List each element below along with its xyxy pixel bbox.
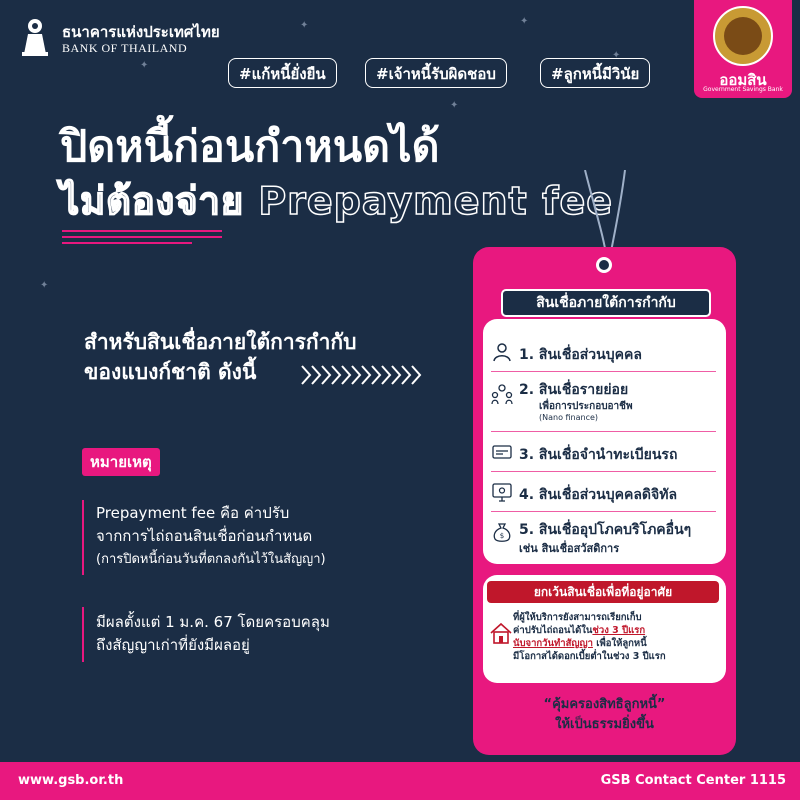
- bank-of-thailand-logo: [18, 16, 52, 56]
- slogan-line-2: ให้เป็นธรรมยิ่งขึ้น: [555, 717, 654, 732]
- note-2-line-1: มีผลตั้งแต่ 1 ม.ค. 67 โดยครอบคลุม: [96, 613, 330, 631]
- gsb-name-thai: ออมสิน: [719, 71, 767, 89]
- list-item: [483, 515, 726, 561]
- exception-highlight-contract-date: นับจากวันทำสัญญา: [513, 638, 593, 649]
- exception-line-2a: ค่าปรับไถ่ถอนได้ใน: [513, 625, 593, 636]
- loan-item-title: 2. สินเชื่อรายย่อย: [519, 382, 629, 398]
- note-label: หมายเหตุ: [82, 448, 160, 476]
- note-item-1: [96, 502, 396, 571]
- exception-text: [513, 611, 723, 663]
- list-item: [483, 335, 726, 371]
- loan-item-title: 3. สินเชื่อจำนำทะเบียนรถ: [519, 447, 678, 463]
- exception-line-2: [513, 624, 723, 637]
- note-item-2: [96, 611, 396, 657]
- loan-item-subtitle: เช่น สินเชื่อสวัสดิการ: [519, 542, 620, 555]
- loan-item-title: 4. สินเชื่อส่วนบุคคลดิจิทัล: [519, 487, 678, 503]
- exception-line-3b: เพื่อให้ลูกหนี้: [592, 638, 647, 649]
- intro-line-2: ของแบงก์ชาติ ดังนี้: [84, 360, 257, 384]
- loan-item-title: 5. สินเชื่ออุปโภคบริโภคอื่นๆ: [519, 522, 692, 538]
- sparkle-icon: ✦: [140, 60, 149, 71]
- hashtag-debt-solution: #แก้หนี้ยั่งยืน: [228, 58, 337, 88]
- money-bag-icon: [491, 521, 513, 543]
- list-item: [483, 435, 726, 471]
- headline-line-2: ไม่ต้องจ่าย Prepayment fee: [60, 179, 614, 223]
- loan-item-subtitle: เพื่อการประกอบอาชีพ: [539, 401, 633, 412]
- list-item: [483, 375, 726, 431]
- slogan-line-1: “คุ้มครองสิทธิลูกหนี้”: [543, 697, 666, 712]
- note-1-line-3: (การปิดหนี้ก่อนวันที่ตกลงกันไว้ในสัญญา): [96, 552, 326, 567]
- decorative-line: [62, 242, 192, 244]
- decorative-line: [62, 236, 222, 238]
- exception-header: ยกเว้นสินเชื่อเพื่อที่อยู่อาศัย: [487, 581, 719, 603]
- sparkle-icon: ✦: [300, 20, 309, 31]
- loan-item-note: (Nano finance): [539, 413, 599, 422]
- exception-line-3: [513, 637, 723, 650]
- note-bar: [82, 607, 84, 662]
- headline-line-1: ปิดหนี้ก่อนกำหนดได้: [60, 122, 440, 172]
- intro-line-1: สำหรับสินเชื่อภายใต้การกำกับ: [84, 330, 357, 354]
- digital-monitor-icon: [491, 481, 513, 503]
- gsb-name-english: Government Savings Bank: [703, 86, 783, 93]
- hashtag-disciplined-debtor: #ลูกหนี้มีวินัย: [540, 58, 650, 88]
- contact-center-text: GSB Contact Center 1115: [600, 773, 786, 788]
- exception-line-1: ที่ผู้ให้บริการยังสามารถเรียกเก็บ: [513, 612, 642, 623]
- note-2-line-2: ถึงสัญญาเก่าที่ยังมีผลอยู่: [96, 636, 250, 654]
- bot-name-thai: ธนาคารแห่งประเทศไทย: [62, 23, 220, 41]
- note-1-line-2: จากการไถ่ถอนสินเชื่อก่อนกำหนด: [96, 527, 313, 545]
- loan-type-list: [483, 319, 726, 564]
- loan-item-title: 1. สินเชื่อส่วนบุคคล: [519, 347, 642, 363]
- hashtag-responsible-lender: #เจ้าหนี้รับผิดชอบ: [365, 58, 507, 88]
- gsb-logo: [694, 0, 792, 98]
- group-icon: [491, 383, 513, 405]
- exception-highlight-3-years: ช่วง 3 ปีแรก: [592, 625, 646, 636]
- sparkle-icon: ✦: [520, 16, 529, 27]
- chevron-arrows-icon: [300, 364, 430, 386]
- divider: [491, 371, 716, 372]
- divider: [491, 511, 716, 512]
- sparkle-icon: ✦: [450, 100, 459, 111]
- vehicle-registration-icon: [491, 441, 513, 463]
- svg-text:$: $: [499, 532, 505, 540]
- decorative-line: [62, 230, 222, 232]
- sparkle-icon: ✦: [40, 280, 49, 291]
- footer: [0, 762, 800, 800]
- hang-tag-card: [473, 247, 736, 755]
- note-bar: [82, 500, 84, 575]
- bot-name-english: BANK OF THAILAND: [62, 41, 188, 55]
- exception-box: [483, 575, 726, 683]
- tag-hole: [596, 257, 612, 273]
- tag-header: สินเชื่อภายใต้การกำกับ: [501, 289, 711, 317]
- website-link[interactable]: www.gsb.or.th: [18, 773, 124, 788]
- house-icon: [489, 621, 513, 645]
- gsb-emblem-icon: [713, 6, 773, 66]
- divider: [491, 431, 716, 432]
- list-item: [483, 475, 726, 511]
- sparkle-icon: ✦: [612, 50, 621, 61]
- person-icon: [491, 341, 513, 363]
- note-1-line-1: Prepayment fee คือ ค่าปรับ: [96, 504, 290, 522]
- exception-line-4: มีโอกาสได้ดอกเบี้ยต่ำในช่วง 3 ปีแรก: [513, 651, 666, 662]
- divider: [491, 471, 716, 472]
